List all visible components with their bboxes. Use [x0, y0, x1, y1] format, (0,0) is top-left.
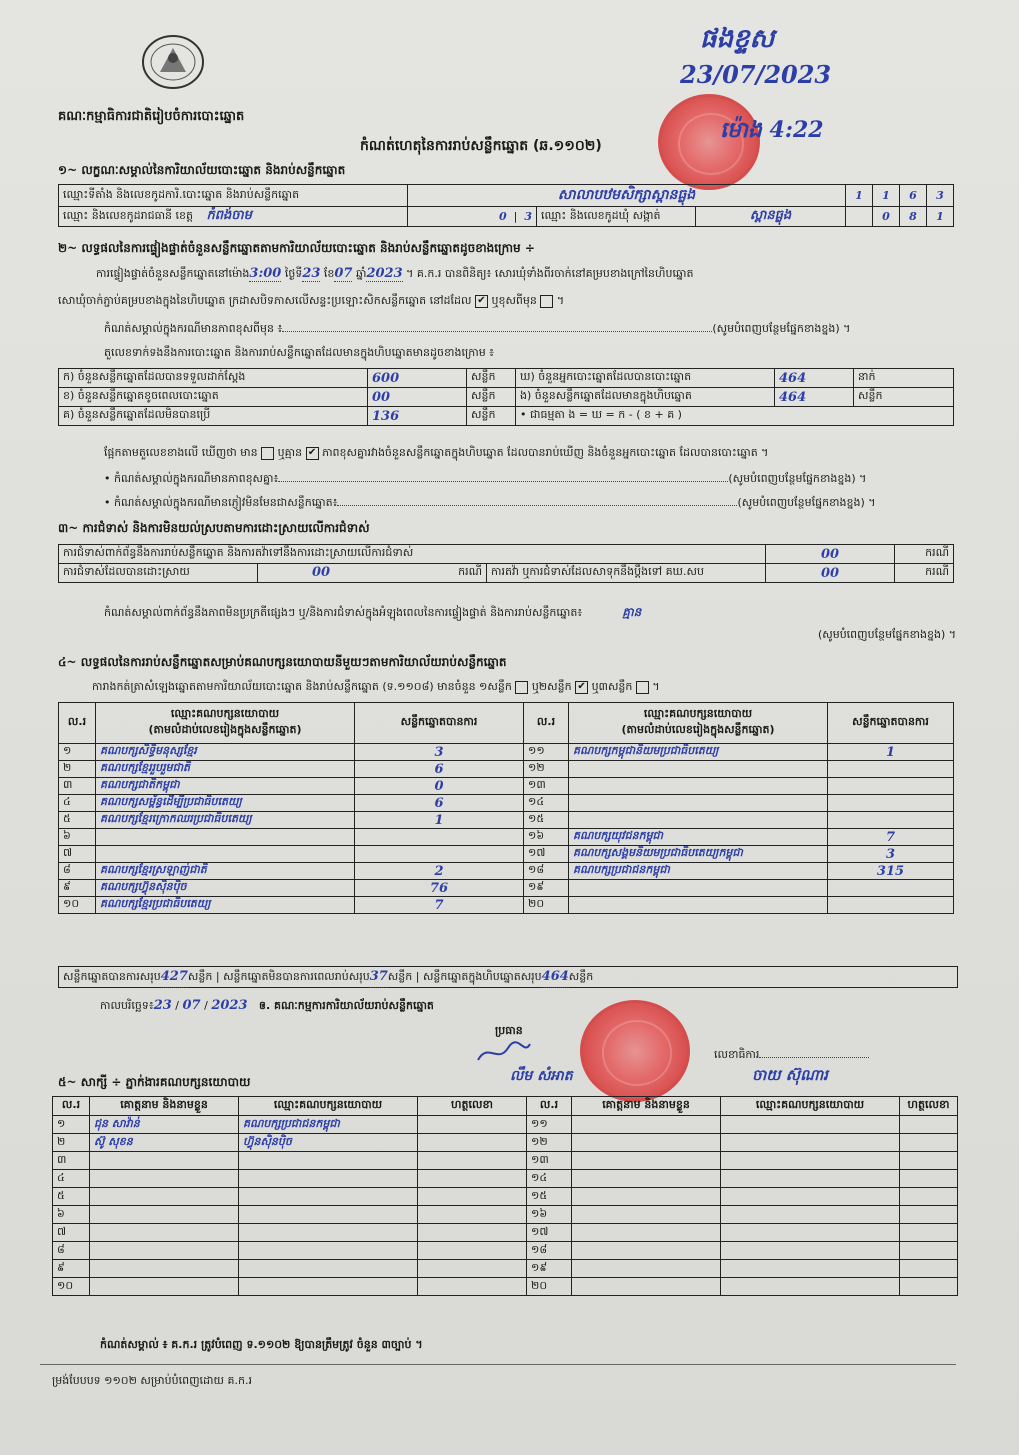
- president-label: ប្រធាន: [495, 1024, 523, 1037]
- total-invalid: 37: [370, 967, 388, 988]
- witness-row: [53, 1260, 958, 1278]
- witness-row: [53, 1188, 958, 1206]
- result-party-name: គណបក្សកម្ពុជានិយមប្រជាធិបតេយ្យ: [569, 744, 828, 761]
- result-party-name: គណបក្សសង្គមនិយមប្រជាធិបតេយ្យកម្ពុជា: [569, 846, 828, 863]
- appeal-value: 00: [766, 564, 895, 583]
- result-no: ២: [59, 761, 96, 778]
- witness-name: [572, 1242, 721, 1260]
- result-votes: [828, 761, 954, 778]
- has-difference-checkbox[interactable]: [261, 447, 274, 460]
- section4-title: ៤~ លទ្ធផលនៃការរាប់សន្លឹកឆ្នោតសម្រាប់គណបក្សនយោបាយនីមួយៗតាមការិយាល័យរាប់សន្លឹកឆ្នោត: [58, 655, 507, 669]
- witness-row: [53, 1242, 958, 1260]
- two-sheet-checkbox[interactable]: ✔: [575, 681, 588, 694]
- result-party-name: [569, 778, 828, 795]
- result-votes: 0: [355, 778, 524, 795]
- bullet-note-2: • កំណត់សម្គាល់ក្នុងករណីមានភ្ញៀវមិនមែនជាសន្លឹកឆ្នោត៖ (សូមបំពេញបន្ថែមផ្នែកខាងខ្នង) ។: [104, 496, 876, 509]
- witness-name: [572, 1170, 721, 1188]
- witness-party: គណបក្សប្រជាជនកម្ពុជា: [239, 1116, 418, 1134]
- result-votes: [355, 829, 524, 846]
- witness-signature: [900, 1134, 958, 1152]
- figure-label: ក) ចំនួនសន្លឹកឆ្នោតដែលបានទទួលដាក់ស្តែង: [59, 369, 368, 388]
- objection-label: ការជំទាស់ពាក់ព័ន្ធនឹងការរាប់សន្លឹកឆ្នោត និងការតវ៉ាទៅនឹងការដោះស្រាយលើការជំទាស់: [59, 545, 766, 564]
- figure-label: ខ) ចំនួនសន្លឹកឆ្នោតខូចពេលបោះឆ្នោត: [59, 388, 368, 407]
- witness-signature: [418, 1134, 527, 1152]
- president-name: លឹម សំអាត: [510, 1068, 573, 1084]
- commune-code-digit: 8: [900, 207, 927, 227]
- witness-party: [721, 1260, 900, 1278]
- witness-no: ១៧: [527, 1224, 572, 1242]
- witness-row: [53, 1134, 958, 1152]
- figure-value: 00: [368, 388, 467, 407]
- result-party-name: គណបក្សយុវជនកម្ពុជា: [569, 829, 828, 846]
- result-party-name: គណបក្សខ្មែរប្រជាធិបតេយ្យ: [96, 897, 355, 914]
- result-party-name: [569, 897, 828, 914]
- location-code-digit: 1: [846, 185, 873, 207]
- result-party-name: [569, 761, 828, 778]
- result-party-name: គណបក្សខ្មែរក្រោកឈរប្រជាធិបតេយ្យ: [96, 812, 355, 829]
- witness-signature: [900, 1206, 958, 1224]
- result-votes: 1: [828, 744, 954, 761]
- result-votes: [355, 846, 524, 863]
- result-no: ១៤: [524, 795, 569, 812]
- province-value: កំពង់ចាម: [206, 208, 252, 223]
- witness-signature: [900, 1242, 958, 1260]
- result-row: [59, 846, 954, 863]
- witness-signature: [418, 1242, 527, 1260]
- result-no: ៤: [59, 795, 96, 812]
- filling-note: កំណត់សម្គាល់ ៖ គ.ក.រ ត្រូវបំពេញ ទ.១១០២ ឱ្យបានត្រឹមត្រូវ ចំនួន ៣ច្បាប់ ។: [100, 1338, 423, 1351]
- resolved-label: ការជំទាស់ដែលបានដោះស្រាយ: [59, 564, 258, 583]
- result-no: ១១: [524, 744, 569, 761]
- result-party-name: គណបក្សហ៊្វុនស៊ិនប៉ិច: [96, 880, 355, 897]
- section2-title: ២~ លទ្ធផលនៃការផ្ទៀងផ្ទាត់ចំនួនសន្លឹកឆ្នោតតាមការិយាល័យបោះឆ្នោត និងរាប់សន្លឹកឆ្នោតដូចខាងក្រោម ÷: [58, 241, 535, 255]
- figure-value: 136: [368, 407, 467, 426]
- total-valid: 427: [161, 967, 188, 988]
- witness-party: [239, 1224, 418, 1242]
- witness-party: [239, 1260, 418, 1278]
- total-in-box: 464: [542, 967, 569, 988]
- result-party-name: [569, 880, 828, 897]
- emblem-logo: [140, 34, 206, 90]
- verification-line2: សោឃុំចាក់ភ្ជាប់គម្របខាងក្នុងនៃហិបឆ្នោត ក្រដាសបិទភាសលើសន្ទះប្រឡោះសិកសន្លឹកឆ្នោត នៅដដែល ✔ ឬខុសពីមុន ។: [58, 294, 565, 307]
- witness-no: ៣: [53, 1152, 90, 1170]
- witness-signature: [418, 1278, 527, 1296]
- appeal-label: ការតវ៉ា ឬការជំទាស់ដែលសាទុកនឹងប្តឹងទៅ គឃ.សប: [487, 564, 766, 583]
- secretary-label: លេខាធិការ: [714, 1048, 869, 1064]
- no-difference-checkbox[interactable]: ✔: [306, 447, 319, 460]
- witness-signature: [900, 1188, 958, 1206]
- location-code-digit: 6: [900, 185, 927, 207]
- witness-party: [239, 1242, 418, 1260]
- province-code: 0 | 3: [408, 207, 537, 227]
- result-no: ២០: [524, 897, 569, 914]
- witness-party: ហ៊្វុនស៊ិនប៉ិច: [239, 1134, 418, 1152]
- witness-signature: [900, 1278, 958, 1296]
- verification-month: 07: [334, 266, 353, 281]
- witness-name: [90, 1152, 239, 1170]
- section3-title: ៣~ ការជំទាស់ និងការមិនយល់ស្របតាមការដោះស្រាយលើការជំទាស់: [58, 521, 370, 535]
- witness-signature: [900, 1116, 958, 1134]
- fill-more-note: (សូមបំពេញបន្ថែមផ្នែកខាងខ្នង) ។: [817, 628, 956, 641]
- result-votes: 3: [828, 846, 954, 863]
- tally-sheets-line: ការាងកត់ត្រាសំឡេងឆ្នោតតាមការិយាល័យបោះឆ្នោត និងរាប់សន្លឹកឆ្នោត (ទ.១១០៨) មានចំនួន ១សន្លឹក ឬ២សន្លឹក ✔ ឬ៣សន្លឹក ។: [92, 680, 660, 693]
- witness-name: ស៊ូ សុខន: [90, 1134, 239, 1152]
- witness-no: ១: [53, 1116, 90, 1134]
- witness-no: ១០: [53, 1278, 90, 1296]
- formula-note: • ជាធម្មតា ង = ឃ = ក - ( ខ + គ ): [516, 407, 954, 426]
- witness-party: [721, 1242, 900, 1260]
- witness-no: ៤: [53, 1170, 90, 1188]
- result-votes: 6: [355, 795, 524, 812]
- witness-party: [721, 1134, 900, 1152]
- witness-signature: [418, 1224, 527, 1242]
- witness-no: ៨: [53, 1242, 90, 1260]
- commune-value: ស្ពានធ្លុង: [696, 207, 846, 227]
- result-row: [59, 829, 954, 846]
- official-seal-stamp-bottom: [580, 1000, 690, 1102]
- irregularity-note: កំណត់សម្គាល់ពាក់ព័ន្ធនឹងភាពមិនប្រក្រតីផ្សេងៗ ឬ/និងការជំទាស់ក្នុងអំឡុងពេលនៃការផ្ទៀងផ្ទាត់ និងការរាប់សន្លឹកឆ្នោត៖ គ្មាន: [104, 605, 642, 619]
- witness-name: [90, 1170, 239, 1188]
- result-row: [59, 897, 954, 914]
- result-row: [59, 863, 954, 880]
- section1-table: [58, 184, 954, 227]
- form-title: កំណត់ហេតុនៃការរាប់សន្លឹកឆ្នោត (ឆ.១១០២): [360, 138, 602, 154]
- section2-figures-table: ក) ចំនួនសន្លឹកឆ្នោតដែលបានទទួលដាក់ស្តែង 600 សន្លឹក ឃ) ចំនួនអ្នកបោះឆ្នោតដែលបានបោះឆ្នោត 464 នាក់ ខ) ចំនួនសន្លឹកឆ្នោតខូចពេលបោះឆ្នោត 00 សន្លឹក ង) ចំនួនសន្លឹកឆ្នោតដែលមានក្នុងហិបឆ្នោត 464 សន្លឹក គ) ចំនួនសន្លឹកឆ្នោតដែលមិនបានប្រើ 136 សន្លឹក • ជាធម្មតា ង = ឃ = ក - ( ខ + គ ): [58, 368, 954, 426]
- location-code-digit: 3: [927, 185, 954, 207]
- witness-name: [572, 1278, 721, 1296]
- resolved-value-cell: 00 ករណី: [258, 564, 487, 583]
- witness-row: [53, 1116, 958, 1134]
- witness-no: ៩: [53, 1260, 90, 1278]
- result-party-name: [569, 812, 828, 829]
- committee-name: គណៈកម្មាធិការជាតិរៀបចំការបោះឆ្នោត: [58, 109, 245, 124]
- section3-table: ការជំទាស់ពាក់ព័ន្ធនឹងការរាប់សន្លឹកឆ្នោត និងការតវ៉ាទៅនឹងការដោះស្រាយលើការជំទាស់ 00 ករណី ការជំទាស់ដែលបានដោះស្រាយ 00 ករណី ការតវ៉ា ឬការជំទាស់ដែលសាទុកនឹងប្តឹងទៅ គឃ.សប 00 ករណី: [58, 544, 954, 583]
- witness-party: [721, 1152, 900, 1170]
- witness-signature: [900, 1152, 958, 1170]
- result-no: ៦: [59, 829, 96, 846]
- witness-no: ១៩: [527, 1260, 572, 1278]
- witness-signature: [900, 1260, 958, 1278]
- handwritten-receive-date: 23/07/2023: [680, 60, 832, 89]
- result-votes: 6: [355, 761, 524, 778]
- result-no: ១៩: [524, 880, 569, 897]
- witness-table: ល.រ គោត្តនាម និងនាមខ្លួន ឈ្មោះគណបក្សនយោបាយ ហត្ថលេខា ល.រ គោត្តនាម និងនាមខ្លួន ឈ្មោះគណបក្សនយោបាយ ហត្ថលេខា ១ ជុន សាវ៉ាន់ គណបក្សប្រជាជនកម្ពុជា ១១ ២ ស៊ូ សុខន ហ៊្វុនស៊ិនប៉ិច ១២ ៣ ១៣ ៤ ១៤ ៥ ១៥ ៦ ១៦ ៧ ១៧ ៨ ១៨ ៩ ១៩ ១០ ២០: [52, 1096, 958, 1296]
- witness-signature: [900, 1224, 958, 1242]
- witness-name: [90, 1188, 239, 1206]
- witness-row: [53, 1152, 958, 1170]
- commune-code-digit: 1: [927, 207, 954, 227]
- changed-checkbox[interactable]: [540, 295, 553, 308]
- witness-signature: [418, 1206, 527, 1224]
- result-votes: 7: [828, 829, 954, 846]
- province-label: ឈ្មោះ និងលេខកូដរាជធានី ខេត្ត កំពង់ចាម: [59, 207, 408, 227]
- result-votes: 76: [355, 880, 524, 897]
- witness-name: [90, 1224, 239, 1242]
- result-row: [59, 761, 954, 778]
- compare-line: ផ្អែកតាមតួលេខខាងលើ ឃើញថា មាន ឬគ្មាន ✔ ភាពខុសគ្នារវាងចំនួនសន្លឹកឆ្នោតក្នុងហិបឆ្នោត ដែលបានរាប់ឃើញ និងចំនួនអ្នកបោះឆ្នោត ដែលបានបោះឆ្នោត ។: [104, 446, 769, 459]
- witness-signature: [418, 1152, 527, 1170]
- witness-no: ១២: [527, 1134, 572, 1152]
- witness-name: [572, 1188, 721, 1206]
- verification-year: 2023: [366, 266, 403, 281]
- witness-row: [53, 1278, 958, 1296]
- witness-no: ៥: [53, 1188, 90, 1206]
- result-row: [59, 880, 954, 897]
- result-party-name: [96, 846, 355, 863]
- result-no: ១៧: [524, 846, 569, 863]
- section5-title: ៥~ សាក្សី ÷ ភ្នាក់ងារគណបក្សនយោបាយ: [58, 1075, 251, 1089]
- result-no: ១: [59, 744, 96, 761]
- result-party-name: គណបក្សជាតិកម្ពុជា: [96, 778, 355, 795]
- objection-value: 00: [766, 545, 895, 564]
- result-votes: [828, 778, 954, 795]
- result-no: ៣: [59, 778, 96, 795]
- result-votes: [828, 880, 954, 897]
- figure-value: 464: [775, 388, 854, 407]
- witness-row: [53, 1170, 958, 1188]
- result-votes: 1: [355, 812, 524, 829]
- result-no: ១៥: [524, 812, 569, 829]
- result-no: ១៨: [524, 863, 569, 880]
- result-votes: [828, 812, 954, 829]
- location-value: សាលាបឋមសិក្សាស្ពានធ្លុង: [408, 185, 846, 207]
- witness-party: [239, 1188, 418, 1206]
- result-row: [59, 778, 954, 795]
- witness-name: [90, 1242, 239, 1260]
- witness-name: [572, 1116, 721, 1134]
- results-table: ល.រ ឈ្មោះគណបក្សនយោបាយ (តាមលំដាប់លេខរៀងក្នុងសន្លឹកឆ្នោត) សន្លឹកឆ្នោតបានការ ល.រ ឈ្មោះគណបក្សនយោបាយ (តាមលំដាប់លេខរៀងក្នុងសន្លឹកឆ្នោត) សន្លឹកឆ្នោតបានការ ១ គណបក្សសិទ្ធិមនុស្សខ្មែរ 3 ១១ គណបក្សកម្ពុជានិយមប្រជាធិបតេយ្យ 1 ២ គណបក្សខ្មែររួបរួមជាតិ 6 ១២ ៣ គណបក្សជាតិកម្ពុជា 0 ១៣ ៤ គណបក្សសម្ព័ន្ធដើម្បីប្រជាធិបតេយ្យ 6 ១៤ ៥ គណបក្សខ្មែរក្រោកឈរប្រជាធិបតេយ្យ 1 ១៥ ៦ ១៦ គណបក្សយុវជនកម្ពុជា 7 ៧ ១៧ គណបក្សសង្គមនិយមប្រជាធិបតេយ្យកម្ពុជា 3 ៨ គណបក្សខ្មែរស្រឡាញ់ជាតិ 2 ១៨ គណបក្សប្រជាជនកម្ពុជា 315 ៩ គណបក្សហ៊្វុនស៊ិនប៉ិច 76 ១៩ ១០ គណបក្សខ្មែរប្រជាធិបតេយ្យ 7 ២០: [58, 702, 954, 914]
- result-votes: 2: [355, 863, 524, 880]
- witness-row: [53, 1206, 958, 1224]
- witness-party: [239, 1278, 418, 1296]
- result-party-name: គណបក្សសិទ្ធិមនុស្សខ្មែរ: [96, 744, 355, 761]
- result-no: ១២: [524, 761, 569, 778]
- witness-signature: [900, 1170, 958, 1188]
- result-no: ៥: [59, 812, 96, 829]
- result-votes: 3: [355, 744, 524, 761]
- figure-label: ង) ចំនួនសន្លឹកឆ្នោតដែលមានក្នុងហិបឆ្នោត: [516, 388, 775, 407]
- bullet-note-1: • កំណត់សម្គាល់ក្នុងករណីមានភាពខុសគ្នា៖ (សូមបំពេញបន្ថែមផ្នែកខាងខ្នង) ។: [104, 472, 867, 485]
- witness-no: ១១: [527, 1116, 572, 1134]
- result-row: [59, 812, 954, 829]
- verification-time: 3:00: [249, 266, 282, 281]
- result-row: [59, 744, 954, 761]
- witness-name: [572, 1224, 721, 1242]
- result-no: ៧: [59, 846, 96, 863]
- secretary-name: ចាយ ស៊ុណារ: [752, 1066, 828, 1084]
- witness-no: ២០: [527, 1278, 572, 1296]
- form-footer: ម្រង់បែបបទ ១១០២ សម្រាប់បំពេញដោយ គ.ក.រ: [52, 1374, 252, 1387]
- witness-no: ១៥: [527, 1188, 572, 1206]
- witness-party: [239, 1152, 418, 1170]
- witness-signature: [418, 1170, 527, 1188]
- result-no: ១៣: [524, 778, 569, 795]
- results-totals: សន្លឹកឆ្នោតបានការសរុប427សន្លឹក | សន្លឹកឆ្នោតមិនបានការពេលរាប់សរុប37សន្លឹក | សន្លឹកឆ្នោតក្នុងហិបឆ្នោតសរុប464សន្លឹក: [58, 966, 958, 988]
- witness-no: ៧: [53, 1224, 90, 1242]
- witness-name: [90, 1278, 239, 1296]
- section1-title: ១~ លក្ខណៈសម្គាល់នៃការិយាល័យបោះឆ្នោត និងរាប់សន្លឹកឆ្នោត: [58, 163, 346, 177]
- result-party-name: គណបក្សខ្មែរស្រឡាញ់ជាតិ: [96, 863, 355, 880]
- signing-date: កាលបរិច្ឆេទ៖23 / 07 / 2023 ឲ. គណៈកម្មការការិយាល័យរាប់សន្លឹកឆ្នោត: [100, 998, 434, 1013]
- result-votes: [828, 897, 954, 914]
- result-party-name: [569, 795, 828, 812]
- result-no: ៨: [59, 863, 96, 880]
- witness-no: ២: [53, 1134, 90, 1152]
- result-party-name: គណបក្សសម្ព័ន្ធដើម្បីប្រជាធិបតេយ្យ: [96, 795, 355, 812]
- result-votes: [828, 795, 954, 812]
- irregularity-value: គ្មាន: [622, 605, 642, 619]
- witness-name: [572, 1260, 721, 1278]
- witness-name: [90, 1260, 239, 1278]
- result-votes: 315: [828, 863, 954, 880]
- witness-name: [90, 1206, 239, 1224]
- witness-signature: [418, 1116, 527, 1134]
- result-no: ១០: [59, 897, 96, 914]
- result-party-name: [96, 829, 355, 846]
- witness-row: [53, 1224, 958, 1242]
- unchanged-checkbox[interactable]: ✔: [475, 295, 488, 308]
- handwritten-reference: ផងខ្ទស: [700, 24, 775, 54]
- handwritten-receive-time: ម៉ោង 4:22: [720, 117, 824, 143]
- witness-no: ១៣: [527, 1152, 572, 1170]
- witness-name: ជុន សាវ៉ាន់: [90, 1116, 239, 1134]
- witness-name: [572, 1134, 721, 1152]
- result-votes: 7: [355, 897, 524, 914]
- difference-note-line: កំណត់សម្គាល់ក្នុងករណីមានភាពខុសពីមុន ៖ (សូមបំពេញបន្ថែមផ្នែកខាងខ្នង) ។: [104, 322, 851, 335]
- witness-party: [721, 1224, 900, 1242]
- commune-label: ឈ្មោះ និងលេខកូដឃុំ សង្កាត់: [537, 207, 696, 227]
- witness-name: [572, 1152, 721, 1170]
- verification-line1: ការផ្ទៀងផ្ទាត់ចំនួនសន្លឹកឆ្នោតនៅម៉ោង3:00 ថ្ងៃទី23 ខែ07 ឆ្នាំ2023 ។ គ.ក.រ បានពិនិត្យ៖ សោរឃុំទាំងពីរចាក់នៅគម្របខាងក្រៅនៃហិបឆ្នោត: [96, 266, 694, 281]
- result-no: ១៦: [524, 829, 569, 846]
- commune-code-digit: 0: [873, 207, 900, 227]
- witness-no: ៦: [53, 1206, 90, 1224]
- verification-day: 23: [302, 266, 321, 281]
- witness-name: [572, 1206, 721, 1224]
- witness-party: [721, 1278, 900, 1296]
- witness-no: ១៤: [527, 1170, 572, 1188]
- witness-party: [721, 1206, 900, 1224]
- witness-no: ១៦: [527, 1206, 572, 1224]
- witness-party: [721, 1116, 900, 1134]
- witness-party: [721, 1170, 900, 1188]
- figure-value: 600: [368, 369, 467, 388]
- result-party-name: គណបក្សប្រជាជនកម្ពុជា: [569, 863, 828, 880]
- three-sheet-checkbox[interactable]: [636, 681, 649, 694]
- witness-signature: [418, 1260, 527, 1278]
- president-signature: [474, 1038, 534, 1068]
- witness-signature: [418, 1188, 527, 1206]
- witness-party: [239, 1206, 418, 1224]
- location-label: ឈ្មោះទីតាំង និងលេខកូដការិ.បោះឆ្នោត និងរាប់សន្លឹកឆ្នោត: [59, 185, 408, 207]
- figures-intro: តួលេខទាក់ទងនឹងការបោះឆ្នោត និងការរាប់សន្លឹកឆ្នោតដែលមានក្នុងហិបឆ្នោតមានដូចខាងក្រោម ៖: [104, 346, 495, 359]
- result-row: [59, 795, 954, 812]
- result-no: ៩: [59, 880, 96, 897]
- result-party-name: គណបក្សខ្មែររួបរួមជាតិ: [96, 761, 355, 778]
- one-sheet-checkbox[interactable]: [515, 681, 528, 694]
- witness-party: [239, 1170, 418, 1188]
- figure-label: គ) ចំនួនសន្លឹកឆ្នោតដែលមិនបានប្រើ: [59, 407, 368, 426]
- witness-party: [721, 1188, 900, 1206]
- location-code-digit: 1: [873, 185, 900, 207]
- witness-no: ១៨: [527, 1242, 572, 1260]
- figure-value: 464: [775, 369, 854, 388]
- figure-label: ឃ) ចំនួនអ្នកបោះឆ្នោតដែលបានបោះឆ្នោត: [516, 369, 775, 388]
